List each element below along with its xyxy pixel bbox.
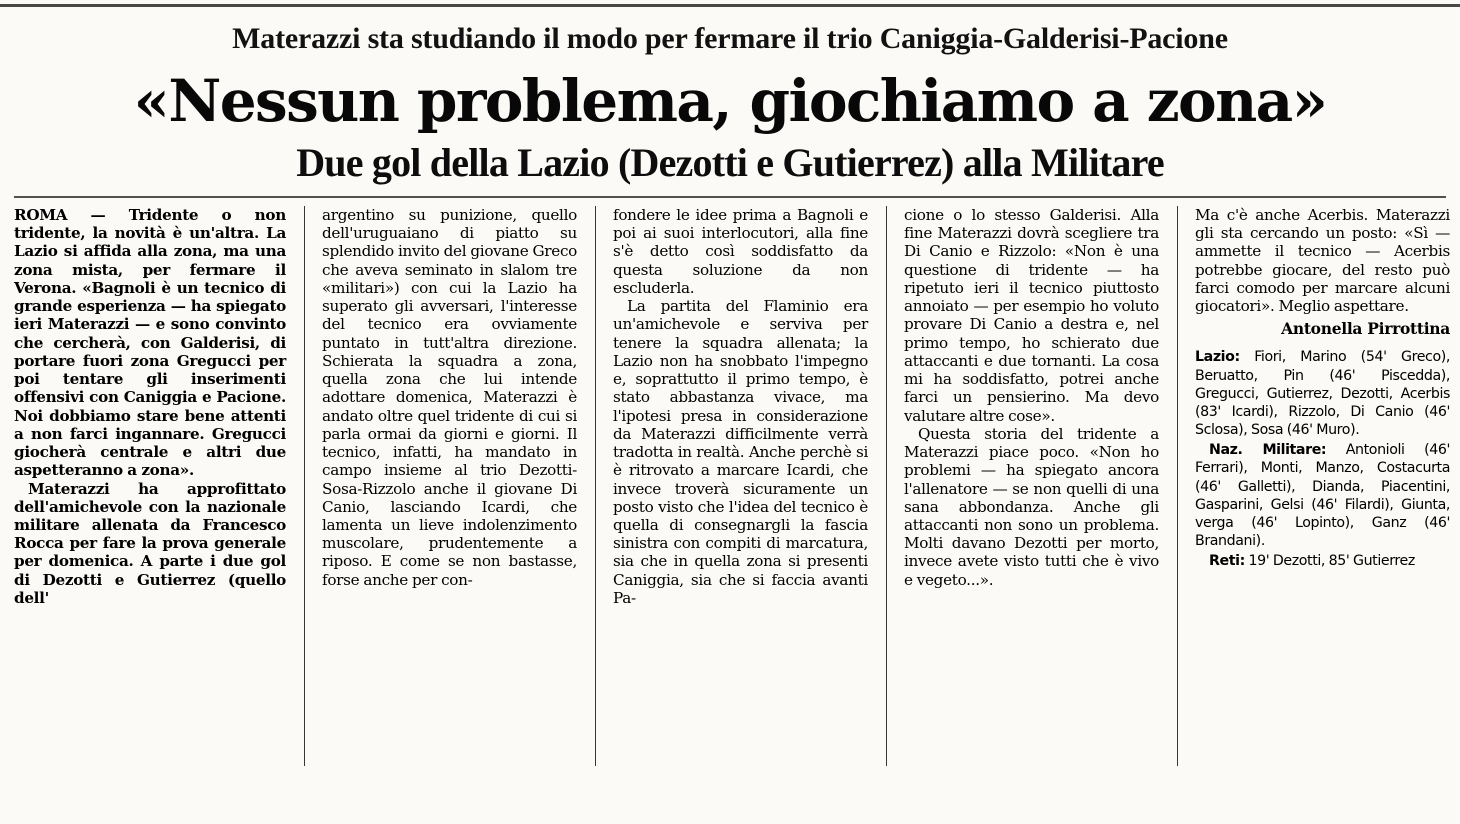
lineup-naz-militare	[1195, 441, 1450, 550]
paragraph: Materazzi ha approfittato dell'amichevole con la nazionale militare allenata da Francesco Rocca per fare la prova generale per domenica. A parte i due gol di Dezotti e Gutierrez (quello dell'	[14, 479, 286, 607]
top-rule	[0, 4, 1460, 7]
article-body-columns	[14, 206, 1450, 766]
goals-label: Reti:	[1209, 553, 1245, 570]
article-column-4	[886, 206, 1159, 766]
article-column-1	[14, 206, 286, 766]
article-column-5	[1177, 206, 1450, 766]
article-byline: Antonella Pirrottina	[1281, 319, 1450, 339]
article-column-2	[304, 206, 577, 766]
headline-divider	[14, 196, 1446, 198]
article-subhead: Due gol della Lazio (Dezotti e Gutierrez) alla Militare	[296, 140, 1164, 185]
paragraph: Ma c'è anche Acerbis. Materazzi gli sta cercando un posto: «Sì — ammette il tecnico — Acerbis potrebbe giocare, del resto può farci comodo per marcare alcuni giocatori». Meglio aspettare.	[1195, 206, 1450, 316]
article-headline: «Nessun problema, giochiamo a zona»	[133, 67, 1327, 135]
goals-list: 19' Dezotti, 85' Gutierrez	[1248, 553, 1415, 570]
lineup-team-label: Lazio:	[1195, 349, 1240, 366]
paragraph: argentino su punizione, quello dell'uruguaiano di piatto su splendido invito del giovane Greco che aveva seminato in slalom tre «militari») con cui la Lazio ha superato gli avversari, l'interesse del tecnico era ovviamente puntato in tutt'altra direzione. Schierata la squadra a zona, quella zona che lui intende adottare domenica, Materazzi è andato oltre quel tridente di cui si parla ormai da giorni e giorni. Il tecnico, infatti, ha mandato in campo insieme al trio Dezotti-Sosa-Rizzolo anche il giovane Di Canio, lasciando Icardi, che lamenta un lieve indolenzimento muscolare, prudentemente a riposo. E come se non bastasse, forse anche per con-	[322, 206, 577, 589]
article-column-3	[595, 206, 868, 766]
paragraph: fondere le idee prima a Bagnoli e poi ai suoi interlocutori, alla fine s'è detto così soddisfatto da questa soluzione da non escluderla.	[613, 206, 868, 297]
lineup-players: Fiori, Marino (54' Greco), Beruatto, Pin (46' Piscedda), Gregucci, Gutierrez, Dezotti, Acerbis (83' Icardi), Rizzolo, Di Canio (46' Sclosa), Sosa (46' Muro).	[1195, 349, 1450, 439]
paragraph: La partita del Flaminio era un'amichevole e serviva per tenere la squadra allenata; la Lazio non ha snobbato l'impegno e, soprattutto il primo tempo, è stato abbastanza vivace, ma l'ipotesi presa in considerazione da Materazzi difficilmente verrà tradotta in realtà. Anche perchè si è ritrovato a marcare Icardi, che invece troverà sicuramente un posto visto che l'idea del tecnico è quella di consegnargli la fascia sinistra con compiti di marcatura, sia che in quella zona si presenti Caniggia, sia che si faccia avanti Pa-	[613, 297, 868, 607]
lineup-lazio	[1195, 348, 1450, 439]
article-kicker: Materazzi sta studiando il modo per fermare il trio Caniggia-Galderisi-Pacione	[232, 22, 1228, 55]
paragraph: ROMA — Tridente o non tridente, la novità è un'altra. La Lazio si affida alla zona, ma una zona mista, per fermare il Verona. «Bagnoli è un tecnico di grande esperienza — ha spiegato ieri Materazzi — e sono convinto che cercherà, con Galderisi, di portare fuori zona Gregucci per poi tentare gli inserimenti offensivi con Caniggia e Pacione. Noi dobbiamo stare bene attenti a non farci ingannare. Gregucci giocherà centrale e altri due aspetteranno a zona».	[14, 206, 286, 480]
paragraph: Questa storia del tridente a Materazzi piace poco. «Non ho problemi — ha spiegato ancora l'allenatore — se non quelli di una sana abbondanza. Anche gli attaccanti non sono un problema. Molti davano Dezotti per morto, invece avete visto tutti che è vivo e vegeto...».	[904, 424, 1159, 589]
match-goals	[1195, 552, 1450, 570]
lineup-team-label: Naz. Militare:	[1209, 442, 1327, 459]
match-lineups	[1195, 348, 1450, 570]
lineup-players: Antonioli (46' Ferrari), Monti, Manzo, Costacurta (46' Galletti), Dianda, Piacentini, Gasparini, Gelsi (46' Filardi), Giunta, verga (46' Lopinto), Ganz (46' Brandani).	[1195, 442, 1450, 550]
paragraph: cione o lo stesso Galderisi. Alla fine Materazzi dovrà scegliere tra Di Canio e Rizzolo: «Non è una questione di tridente — ha ripetuto ieri il tecnico piuttosto annoiato — per esempio ho voluto provare Di Canio a destra e, nel primo tempo, ho schierato due attaccanti e due tornanti. La cosa mi ha soddisfatto, potrei anche farci un pensierino. Ma devo valutare altre cose».	[904, 206, 1159, 425]
